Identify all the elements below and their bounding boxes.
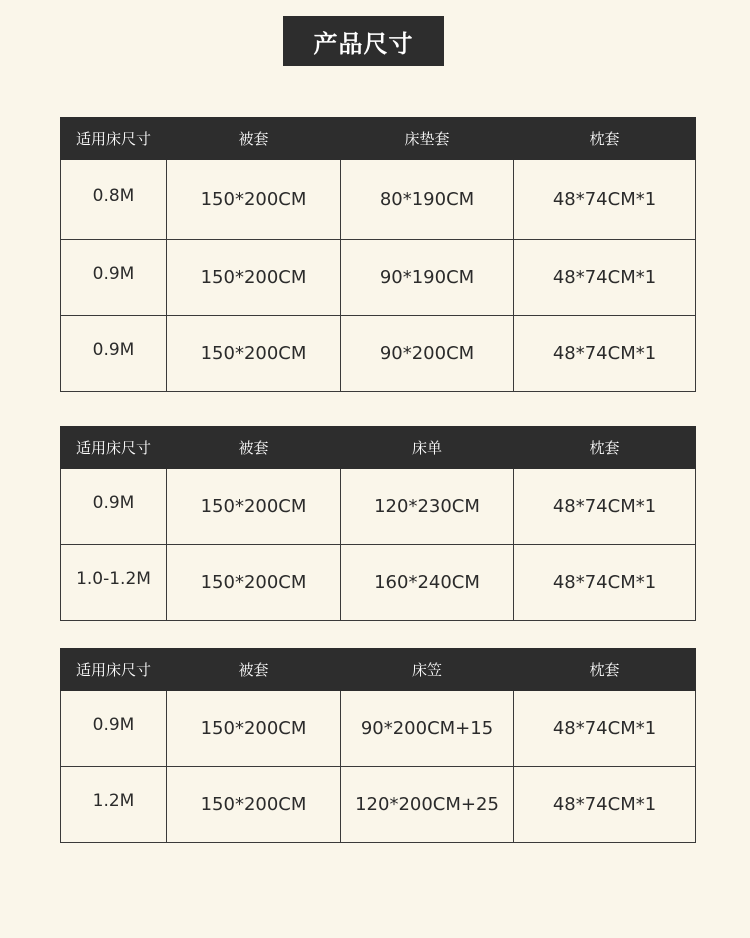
bed-size-cell: 0.9M: [61, 316, 167, 392]
table-row: [61, 691, 696, 767]
column-header-bed-size: 适用床尺寸: [61, 649, 167, 691]
table-row: [61, 160, 696, 240]
table-row: [61, 545, 696, 621]
column-header-flat-sheet: 床单: [341, 427, 514, 469]
table-header-row: [61, 427, 696, 469]
size-table-fitted-sheet: [60, 648, 696, 843]
bed-size-cell: 1.2M: [61, 767, 167, 843]
table-header-row: [61, 649, 696, 691]
table-row: [61, 316, 696, 392]
pillowcase-cell: 48*74CM*1: [514, 240, 696, 316]
mattress-cover-cell: 90*200CM: [341, 316, 514, 392]
pillowcase-cell: 48*74CM*1: [514, 469, 696, 545]
column-header-mattress-cover: 床垫套: [341, 118, 514, 160]
flat-sheet-cell: 160*240CM: [341, 545, 514, 621]
bed-size-cell: 0.9M: [61, 691, 167, 767]
pillowcase-cell: 48*74CM*1: [514, 691, 696, 767]
bed-size-cell: 0.9M: [61, 469, 167, 545]
pillowcase-cell: 48*74CM*1: [514, 160, 696, 240]
bed-size-cell: 0.9M: [61, 240, 167, 316]
mattress-cover-cell: 80*190CM: [341, 160, 514, 240]
column-header-duvet-cover: 被套: [167, 427, 341, 469]
fitted-sheet-cell: 120*200CM+25: [341, 767, 514, 843]
duvet-cover-cell: 150*200CM: [167, 160, 341, 240]
table-row: [61, 469, 696, 545]
table-header-row: [61, 118, 696, 160]
column-header-duvet-cover: 被套: [167, 649, 341, 691]
duvet-cover-cell: 150*200CM: [167, 316, 341, 392]
bed-size-cell: 0.8M: [61, 160, 167, 240]
table-row: [61, 767, 696, 843]
table-row: [61, 240, 696, 316]
column-header-bed-size: 适用床尺寸: [61, 427, 167, 469]
pillowcase-cell: 48*74CM*1: [514, 767, 696, 843]
duvet-cover-cell: 150*200CM: [167, 767, 341, 843]
pillowcase-cell: 48*74CM*1: [514, 316, 696, 392]
duvet-cover-cell: 150*200CM: [167, 469, 341, 545]
size-table-mattress-cover: [60, 117, 696, 392]
pillowcase-cell: 48*74CM*1: [514, 545, 696, 621]
column-header-bed-size: 适用床尺寸: [61, 118, 167, 160]
mattress-cover-cell: 90*190CM: [341, 240, 514, 316]
duvet-cover-cell: 150*200CM: [167, 545, 341, 621]
column-header-duvet-cover: 被套: [167, 118, 341, 160]
duvet-cover-cell: 150*200CM: [167, 691, 341, 767]
bed-size-cell: 1.0-1.2M: [61, 545, 167, 621]
column-header-pillowcase: 枕套: [514, 118, 696, 160]
page-title: 产品尺寸: [283, 16, 444, 66]
fitted-sheet-cell: 90*200CM+15: [341, 691, 514, 767]
flat-sheet-cell: 120*230CM: [341, 469, 514, 545]
column-header-fitted-sheet: 床笠: [341, 649, 514, 691]
duvet-cover-cell: 150*200CM: [167, 240, 341, 316]
size-table-flat-sheet: [60, 426, 696, 621]
column-header-pillowcase: 枕套: [514, 649, 696, 691]
column-header-pillowcase: 枕套: [514, 427, 696, 469]
